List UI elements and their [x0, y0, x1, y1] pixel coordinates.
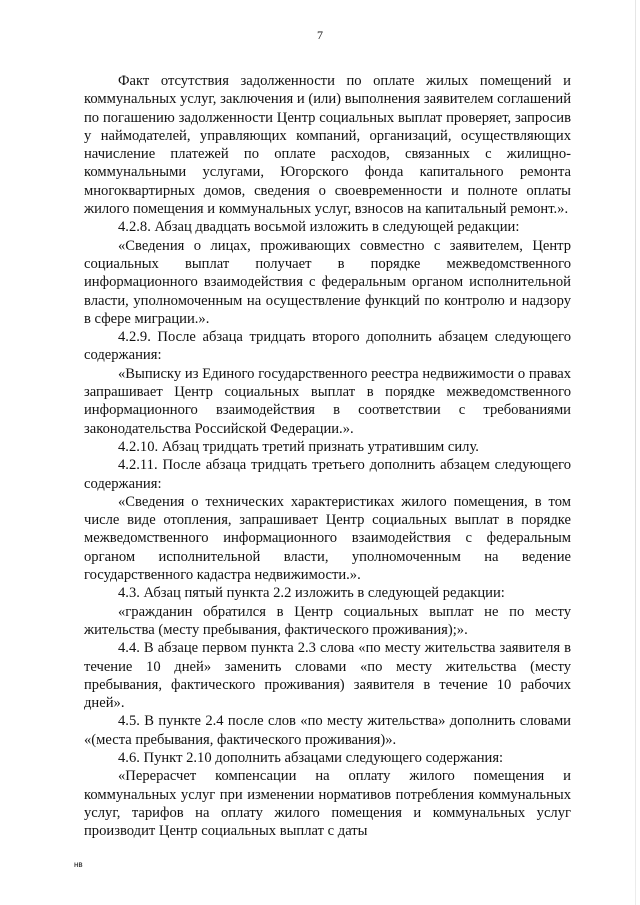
- page-number: 7: [317, 28, 323, 42]
- paragraph: «Перерасчет компенсации на оплату жилого помещения и коммунальных услуг при изменении нормативов потребления коммунальных услуг, тарифов на оплату жилого помещения и коммунальных услуг производит Центр социальных выплат с даты: [84, 768, 571, 840]
- paragraph: 4.2.9. После абзаца тридцать второго дополнить абзацем следующего содержания:: [84, 329, 571, 364]
- paragraph: «Сведения о лицах, проживающих совместно с заявителем, Центр социальных выплат получает в порядке межведомственного информационного взаимодействия с федеральным органом исполнительной власти, уполномоченным на осуществление функций по контролю и надзору в сфере миграции.».: [84, 237, 571, 327]
- paragraph: 4.2.10. Абзац тридцать третий признать утратившим силу.: [118, 438, 479, 455]
- footer-initials: нв: [74, 860, 83, 869]
- paragraph: Факт отсутствия задолженности по оплате жилых помещений и коммунальных услуг, заключения и (или) выполнения заявителем соглашений по погашению задолженности Центр социальных выплат проверяет, запросив у наймодателей, управляющих компаний, организаций, осуществляющих начисление платежей по оплате расходов, связанных с жилищно-коммунальными услугами, Югорского фонда капитального ремонта многоквартирных домов, сведения о своевременности и полноте оплаты жилого помещения и коммунальных услуг, взносов на капитальный ремонт.».: [84, 73, 571, 218]
- paragraph: 4.5. В пункте 2.4 после слов «по месту жительства» дополнить словами «(места пребывания, фактического проживания)».: [84, 713, 571, 748]
- paragraph: 4.6. Пункт 2.10 дополнить абзацами следующего содержания:: [118, 749, 504, 766]
- paragraph: 4.2.8. Абзац двадцать восьмой изложить в следующей редакции:: [118, 219, 520, 236]
- scan-edge: [635, 0, 636, 905]
- paragraph: «Сведения о технических характеристиках жилого помещения, в том числе виде отопления, запрашивает Центр социальных выплат в порядке межведомственного информационного взаимодействия с федеральным органом исполнительной власти, уполномоченным на ведение государственного кадастра недвижимости.».: [84, 493, 571, 584]
- paragraph: 4.3. Абзац пятый пункта 2.2 изложить в следующей редакции:: [118, 585, 505, 602]
- paragraph: «гражданин обратился в Центр социальных выплат не по месту жительства (месту пребывания, фактического проживания);».: [84, 603, 571, 638]
- paragraph: 4.2.11. После абзаца тридцать третьего дополнить абзацем следующего содержания:: [84, 457, 571, 492]
- paragraph: «Выписку из Единого государственного реестра недвижимости о правах запрашивает Центр социальных выплат в порядке межведомственного информационного взаимодействия в соответствии с требованиями законодательства Российской Федерации.».: [84, 365, 571, 437]
- document-body: [84, 72, 571, 840]
- paragraph: 4.4. В абзаце первом пункта 2.3 слова «по месту жительства заявителя в течение 10 дней» заменить словами «по месту жительства (месту пребывания, фактического проживания) заявителя в течение 10 рабочих дней».: [84, 640, 571, 712]
